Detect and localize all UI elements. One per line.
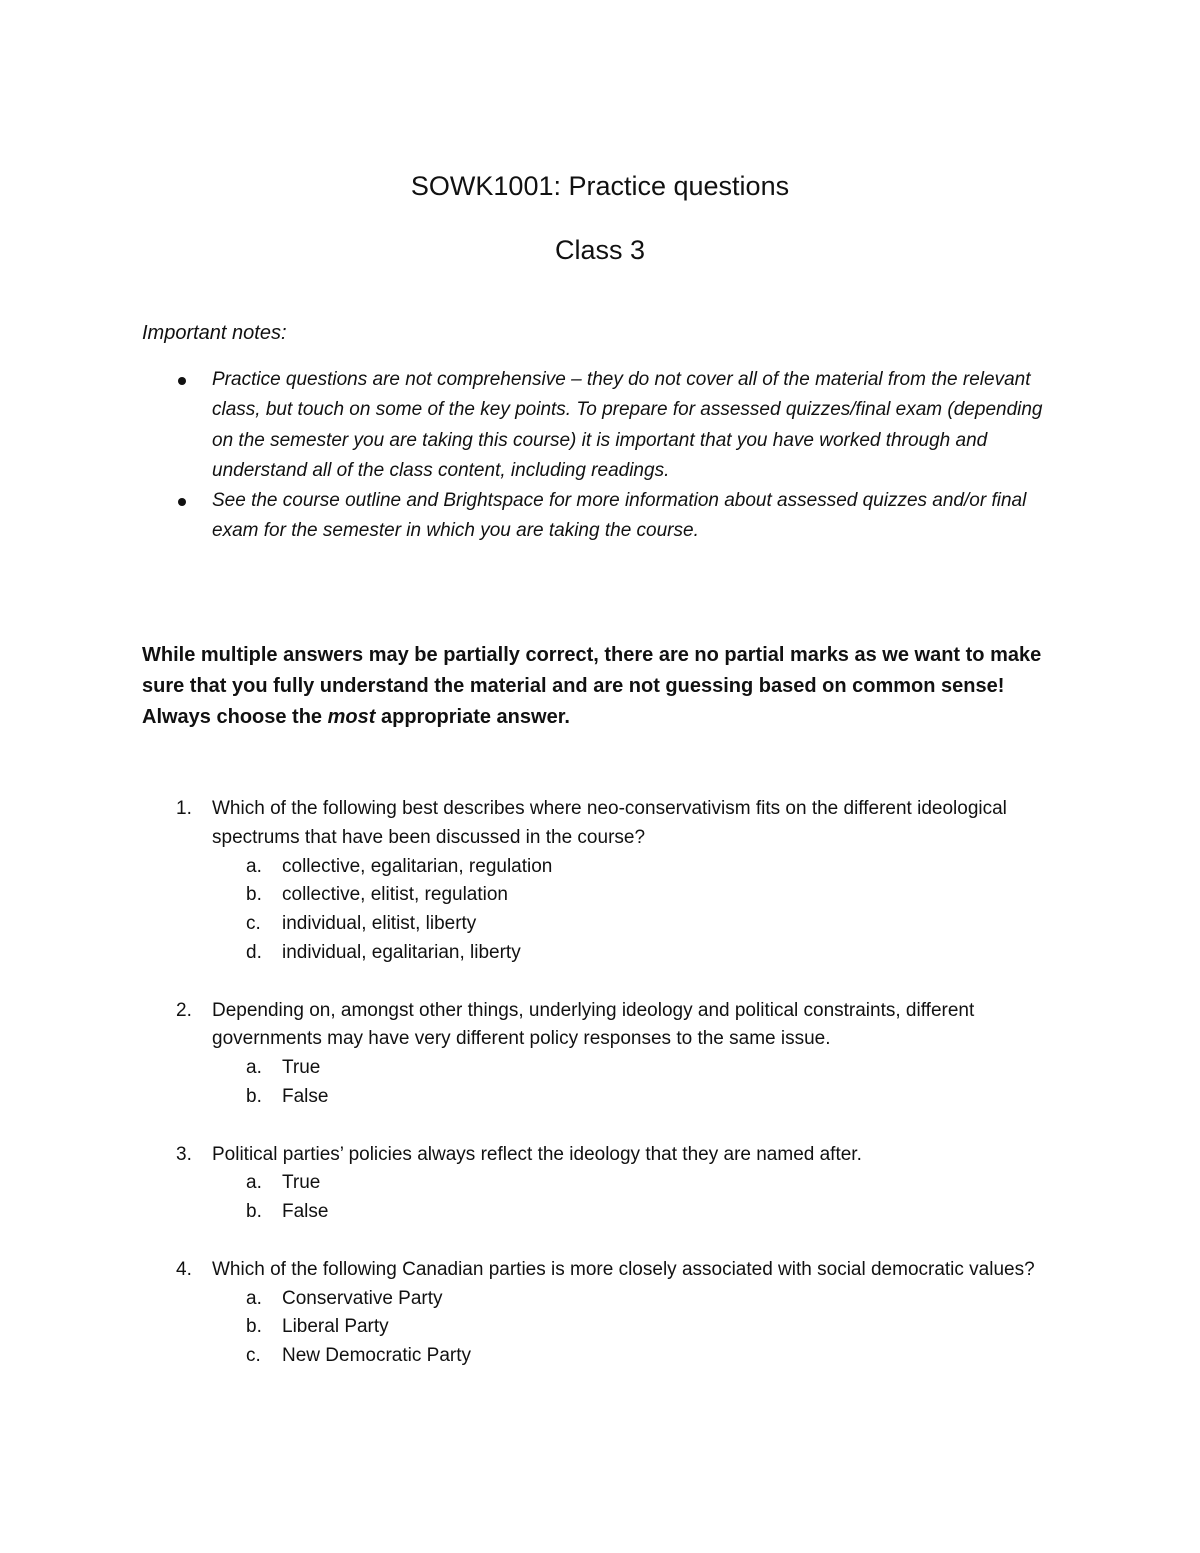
warning-text-start: While multiple answers may be partially correct, there are no partial marks as we want to make sure that you fully understand the material and are not guessing based on common sense! Always choose the (142, 644, 1042, 728)
note-item (142, 365, 1062, 486)
option-list (212, 1169, 1062, 1227)
option-letter: b. (246, 884, 262, 906)
question-1 (142, 795, 1062, 968)
question-text: Which of the following best describes where neo-conservativism fits on the different ideological spectrums that have been discussed in the course? (212, 798, 1007, 848)
option-text: True (282, 1172, 321, 1194)
notes-heading: Important notes: (142, 322, 287, 344)
answer-option (212, 910, 1062, 939)
question-number: 1. (176, 798, 192, 819)
question-3 (142, 1141, 1062, 1227)
document-subtitle: Class 3 (554, 235, 646, 265)
option-letter: a. (246, 1172, 262, 1194)
option-letter: c. (246, 1345, 261, 1367)
option-letter: a. (246, 855, 262, 877)
option-list (212, 853, 1062, 968)
option-text: True (282, 1057, 321, 1079)
answer-option (212, 1083, 1062, 1112)
question-list (142, 795, 1062, 1400)
option-text: False (282, 1085, 329, 1107)
option-text: individual, elitist, liberty (282, 913, 477, 935)
warning-emphasis: most (327, 705, 376, 728)
question-number: 4. (176, 1258, 192, 1280)
question-text: Depending on, amongst other things, underlying ideology and political constraints, different governments may have very different policy responses to the same issue. (212, 999, 975, 1050)
answer-option (212, 1313, 1062, 1342)
question-number: 3. (176, 1143, 192, 1165)
option-list (212, 1285, 1062, 1371)
question-text: Which of the following Canadian parties is more closely associated with social democratic values? (212, 1258, 1035, 1280)
option-letter: b. (246, 1316, 262, 1338)
answer-option (212, 939, 1062, 968)
question-2 (142, 997, 1062, 1112)
question-number: 2. (176, 999, 192, 1021)
option-letter: c. (246, 913, 261, 935)
option-list (212, 1054, 1062, 1112)
note-text: See the course outline and Brightspace for more information about assessed quizzes and/or final exam for the semester in which you are taking the course. (212, 490, 1027, 542)
warning-text-end: appropriate answer. (375, 705, 570, 728)
option-text: individual, egalitarian, liberty (282, 941, 521, 963)
option-letter: b. (246, 1085, 262, 1107)
answer-option (212, 1285, 1062, 1314)
option-text: Liberal Party (282, 1316, 389, 1338)
answer-option (212, 1054, 1062, 1083)
document-title: SOWK1001: Practice questions (410, 171, 790, 201)
grading-warning (142, 640, 1062, 732)
notes-list (142, 365, 1062, 547)
answer-option (212, 881, 1062, 910)
option-text: New Democratic Party (282, 1345, 471, 1367)
answer-option (212, 853, 1062, 882)
option-text: False (282, 1201, 329, 1223)
note-item (142, 486, 1062, 547)
option-text: collective, elitist, regulation (282, 884, 508, 906)
option-letter: a. (246, 1057, 262, 1079)
option-text: Conservative Party (282, 1287, 443, 1309)
question-4 (142, 1256, 1062, 1371)
option-letter: b. (246, 1201, 262, 1223)
answer-option (212, 1198, 1062, 1227)
question-text: Political parties’ policies always reflect the ideology that they are named after. (212, 1143, 862, 1165)
option-letter: d. (246, 941, 262, 963)
bullet-icon (178, 498, 186, 506)
option-text: collective, egalitarian, regulation (282, 855, 553, 877)
answer-option (212, 1169, 1062, 1198)
note-text: Practice questions are not comprehensive – they do not cover all of the material from the relevant class, but touch on some of the key points. To prepare for assessed quizzes/final exam (depending on the semester you are taking this course) it is important that you have worked through and understand all of the class content, including readings. (212, 369, 1043, 481)
answer-option (212, 1342, 1062, 1371)
bullet-icon (178, 377, 186, 385)
option-letter: a. (246, 1287, 262, 1309)
